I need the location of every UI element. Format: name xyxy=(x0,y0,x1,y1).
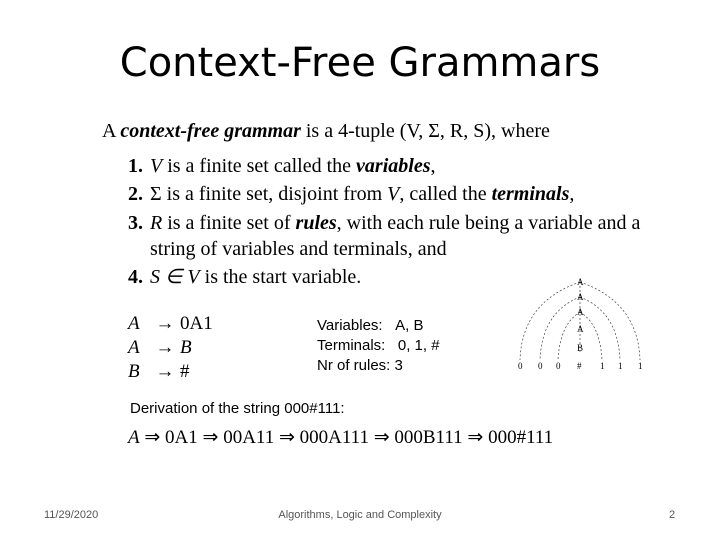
tree-leaf: 1 xyxy=(618,361,623,371)
item-text: , called the xyxy=(399,183,492,205)
tree-node: A xyxy=(577,307,584,317)
intro-pre: A xyxy=(102,120,121,142)
page-number: 2 xyxy=(669,509,676,521)
derivation-label: Derivation of the string 000#111: xyxy=(130,400,345,417)
item-number: 3. xyxy=(128,212,143,234)
terminals-line xyxy=(317,336,440,356)
derivation-step: A xyxy=(128,427,140,448)
grammar-info xyxy=(317,316,440,376)
item-text: , xyxy=(569,183,575,205)
derivation xyxy=(128,426,553,449)
tree-leaf: 1 xyxy=(638,361,643,371)
definition-item-2 xyxy=(128,181,574,207)
item-term: rules xyxy=(295,212,337,234)
tree-node: A xyxy=(577,277,584,287)
parse-tree xyxy=(510,272,670,377)
rule-lhs: A xyxy=(128,337,140,358)
variables-label: Variables: xyxy=(317,317,383,334)
definition-item-3-continued: string of variables and terminals, and xyxy=(150,238,447,260)
rule-rhs: 0A1 xyxy=(180,313,213,334)
derivation-step: 0A1 xyxy=(165,427,198,448)
derivation-step: 000A111 xyxy=(299,427,369,448)
variables-value: A, B xyxy=(395,317,424,334)
item-term: variables xyxy=(356,155,431,177)
derivation-arrow: ⇒ xyxy=(278,427,295,448)
slide-title: Context-Free Grammars xyxy=(119,40,601,86)
terminals-value: 0, 1, # xyxy=(397,337,440,354)
intro-post: is a 4-tuple (V, Σ, R, S), where xyxy=(300,120,550,142)
grammar-rules xyxy=(128,312,213,384)
item-symbol: V xyxy=(387,183,400,205)
item-term: terminals xyxy=(491,183,570,205)
derivation-step: 000#111 xyxy=(488,427,554,448)
rule-rhs: # xyxy=(180,361,190,382)
derivation-arrow: ⇒ xyxy=(373,427,390,448)
derivation-step: 00A11 xyxy=(223,427,275,448)
item-symbol: R xyxy=(150,212,163,234)
rule-row xyxy=(128,336,213,360)
item-number: 4. xyxy=(128,266,143,288)
derivation-arrow: ⇒ xyxy=(202,427,219,448)
item-text: is the start variable. xyxy=(199,266,362,288)
derivation-arrow: ⇒ xyxy=(467,427,484,448)
tree-leaf: 0 xyxy=(538,361,543,371)
tree-leaf: # xyxy=(577,361,582,371)
definition-intro xyxy=(102,118,550,144)
item-text: , xyxy=(430,155,436,177)
rule-arrow: → xyxy=(155,313,175,334)
definition-item-1 xyxy=(128,153,435,179)
definition-item-3 xyxy=(128,210,640,236)
derivation-arrow: ⇒ xyxy=(144,427,161,448)
intro-term: context-free grammar xyxy=(120,120,301,142)
rule-arrow: → xyxy=(155,361,175,382)
rules-count-value: 3 xyxy=(394,357,403,374)
terminals-label: Terminals: xyxy=(317,337,386,354)
tree-node: B xyxy=(577,343,584,353)
footer-date: 11/29/2020 xyxy=(44,509,99,521)
definition-item-4 xyxy=(128,264,361,290)
variables-line xyxy=(317,316,440,336)
item-symbol: Σ xyxy=(150,183,162,205)
item-number: 1. xyxy=(128,155,143,177)
item-symbol: S ∈ V xyxy=(150,266,200,288)
footer-course: Algorithms, Logic and Complexity xyxy=(278,509,442,521)
rules-count-label: Nr of rules: xyxy=(317,357,391,374)
item-text: is a finite set called the xyxy=(162,155,357,177)
item-text: is a finite set of xyxy=(162,212,296,234)
rule-rhs: B xyxy=(180,337,192,358)
item-symbol: V xyxy=(150,155,163,177)
derivation-step: 000B111 xyxy=(394,427,463,448)
tree-leaf: 0 xyxy=(556,361,561,371)
rule-row xyxy=(128,360,213,384)
item-text: is a finite set, disjoint from xyxy=(161,183,388,205)
tree-node: A xyxy=(577,324,584,334)
rule-arrow: → xyxy=(155,337,175,358)
tree-leaf: 0 xyxy=(518,361,523,371)
rule-lhs: B xyxy=(128,361,140,382)
rules-count-line xyxy=(317,356,440,376)
item-number: 2. xyxy=(128,183,143,205)
tree-node: A xyxy=(577,292,584,302)
tree-leaf: 1 xyxy=(600,361,605,371)
item-text: , with each rule being a variable and a xyxy=(336,212,641,234)
rule-row xyxy=(128,312,213,336)
rule-lhs: A xyxy=(128,313,140,334)
